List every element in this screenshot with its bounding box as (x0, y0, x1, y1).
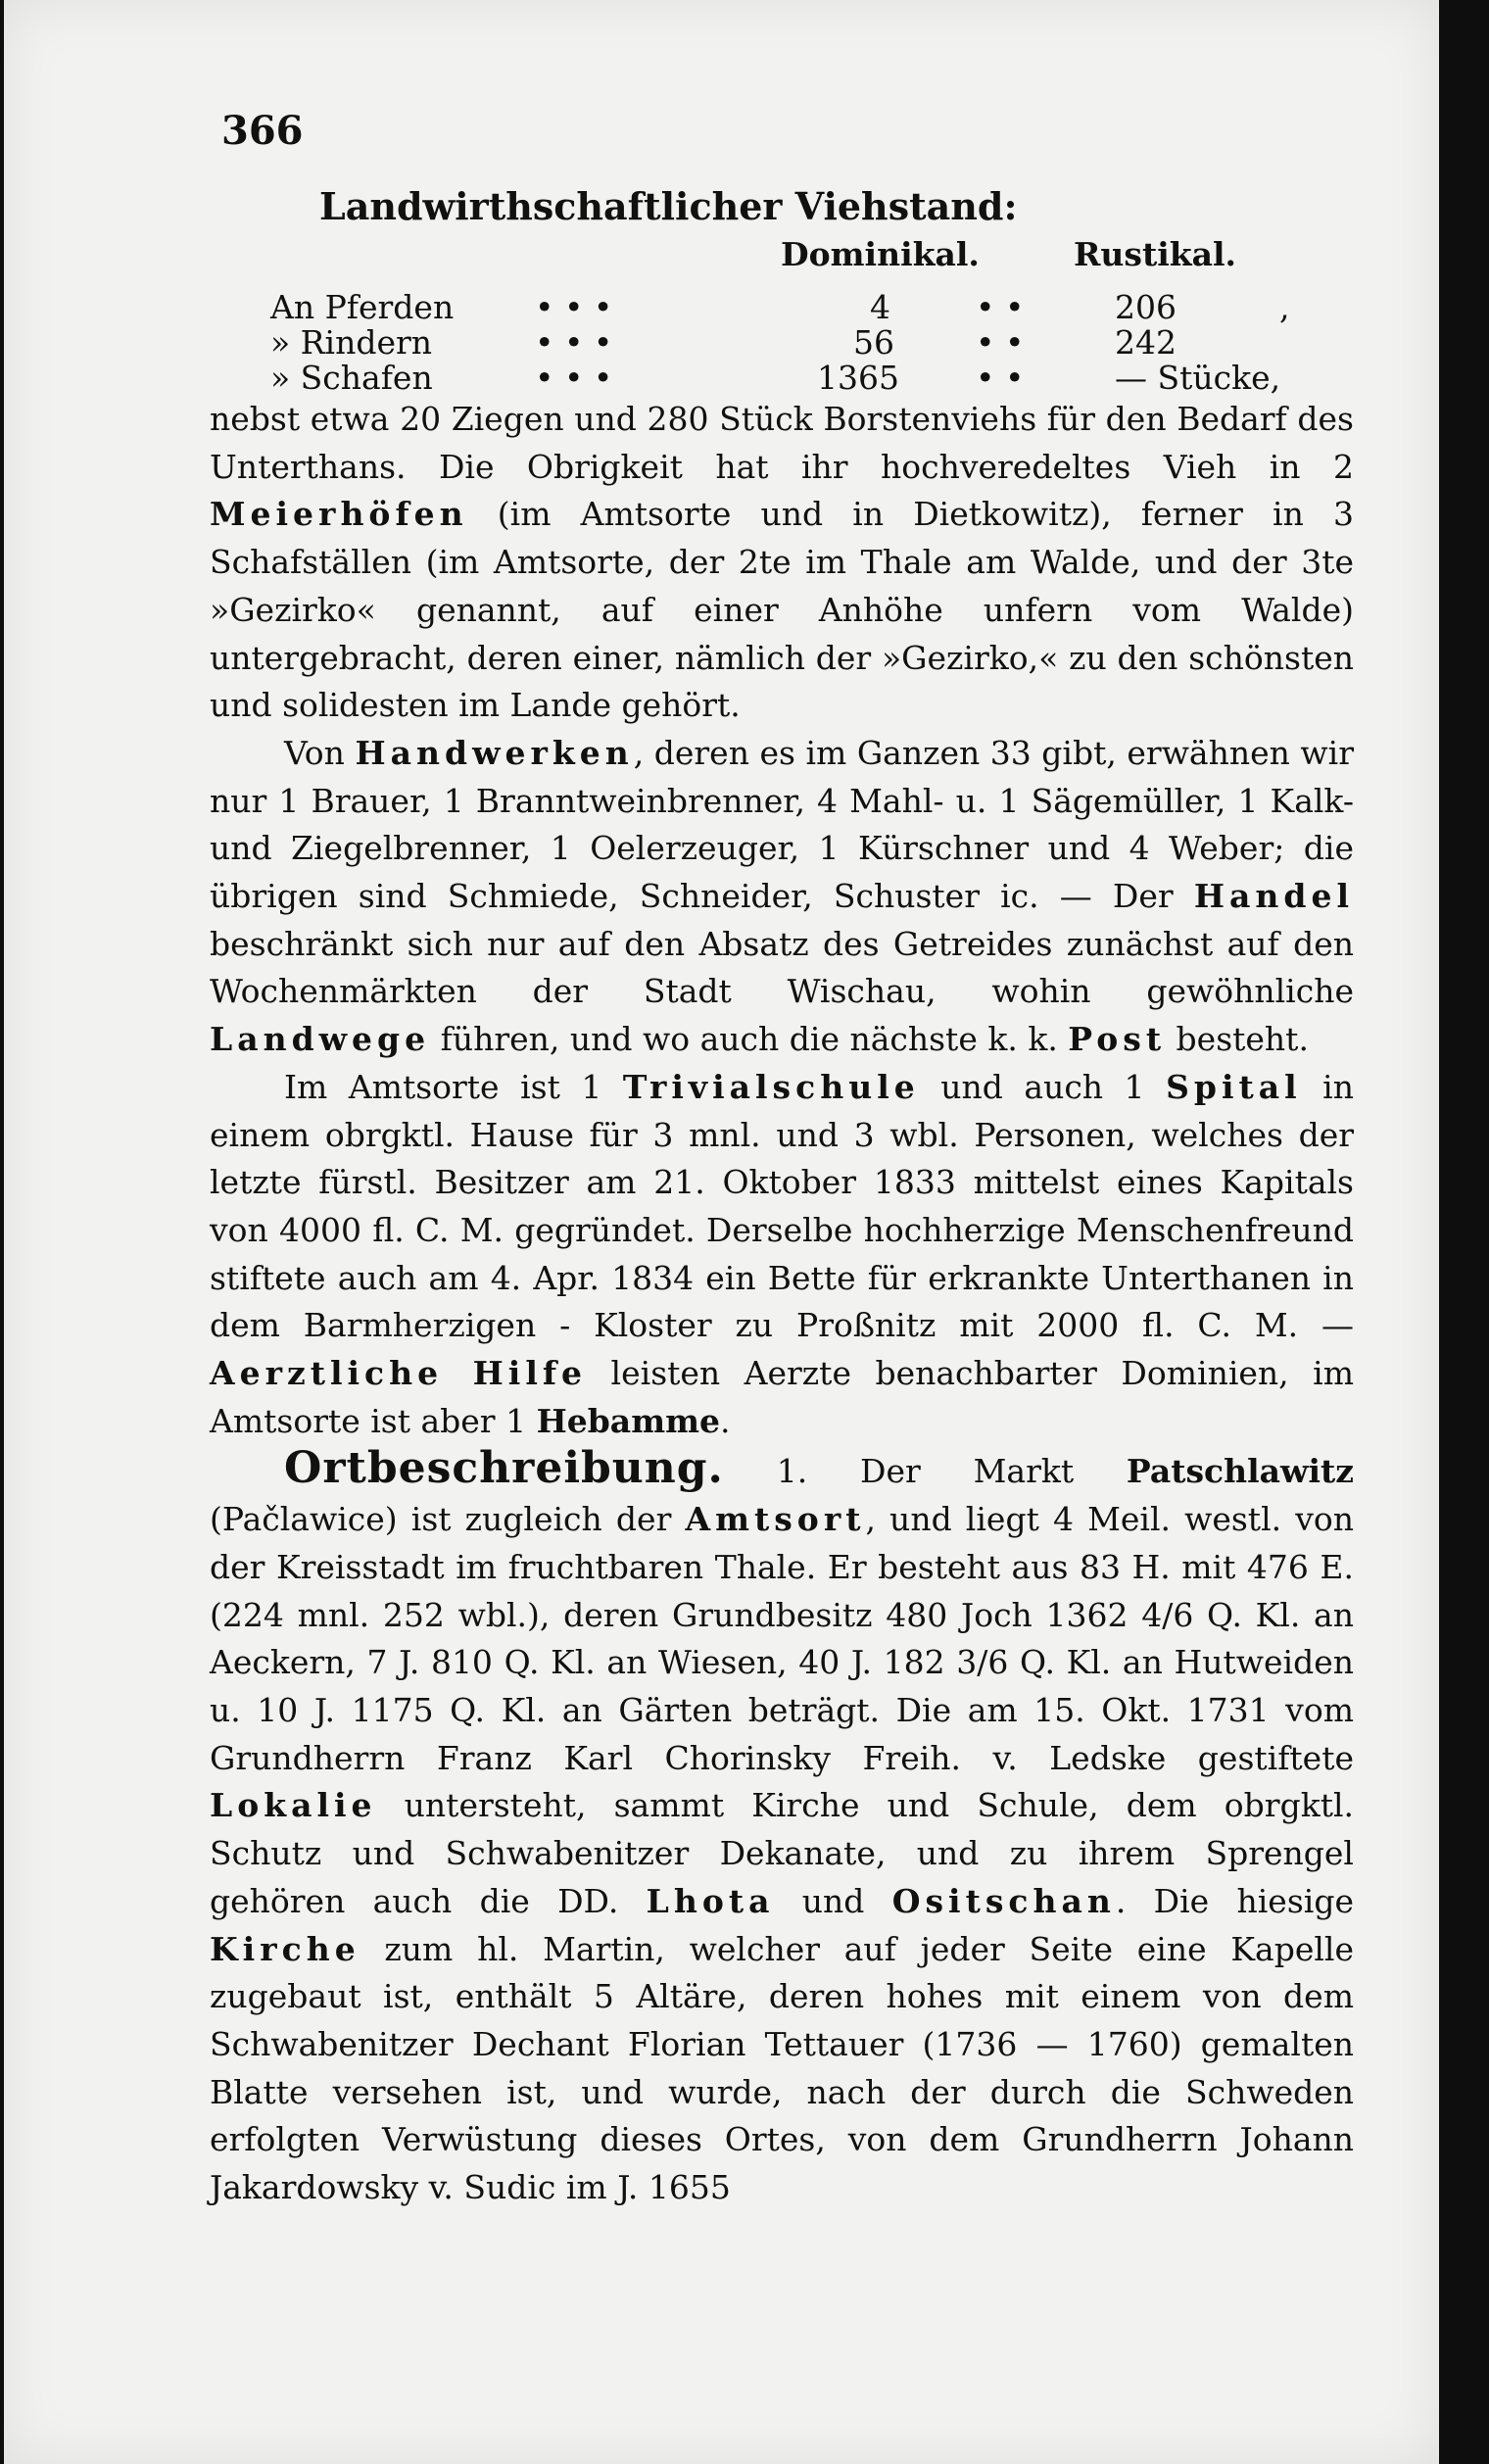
row-dominikal: 4 (870, 288, 890, 326)
row-dots: • • • (535, 288, 613, 326)
emphasis-lhota: Lhota (646, 1881, 775, 1920)
text-run: (Pačlawice) ist zugleich der (210, 1500, 686, 1539)
emphasis-ositschan: Ositschan (891, 1881, 1116, 1920)
row-dots: • • (976, 359, 1025, 397)
text-run: leisten Aerzte benachbarter Dominien, im Amtsorte ist aber 1 (210, 1354, 1354, 1440)
paragraph-ortbeschreibung (210, 1445, 1354, 2211)
row-rustikal: 206 (1115, 288, 1177, 326)
row-label: » Schafen (270, 359, 433, 397)
row-dominikal: 56 (853, 323, 894, 362)
text-run: 1. Der Markt (723, 1452, 1127, 1491)
row-dots: • • (976, 323, 1025, 362)
text-run: (im Amtsorte und in Dietkowitz), ferner in 3 Schafställen (im Amtsorte, der 2te im Thale am Walde, und der 3te »Gezirko« genannt, auf einer Anhöhe unfern vom Walde) untergebracht, deren einer, nämlich der »Gezirko,« zu den schönsten und solidesten im Lande gehört. (210, 495, 1354, 725)
emphasis-post: Post (1068, 1020, 1167, 1059)
emphasis-patschlawitz: Patschlawitz (1126, 1452, 1354, 1491)
text-run: , deren es im Ganzen 33 gibt, erwähnen wir nur 1 Brauer, 1 Branntweinbrenner, 4 Mahl- u. 1 Sägemüller, 1 Kalk- und Ziegelbrenner, 1 Oelerzeuger, 1 Kürschner und 4 Weber; die übrigen sind Schmiede, Schneider, Schuster ic. — Der (210, 733, 1354, 916)
text-run: beschränkt sich nur auf den Absatz des Getreides zunächst auf den Wochenmärkten der Stadt Wischau, wohin gewöhnliche (210, 924, 1354, 1011)
ortbeschreibung-heading: Ortbeschreibung. (284, 1443, 724, 1494)
emphasis-spital: Spital (1166, 1067, 1302, 1106)
row-dots: • • • (535, 323, 613, 362)
text-run: Von (284, 733, 356, 772)
text-run: Im Amtsorte ist 1 (284, 1067, 623, 1106)
text-run: , und liegt 4 Meil. westl. von der Kreisstadt im fruchtbaren Thale. Er besteht aus 83 H. mit 476 E. (224 mnl. 252 wbl.), deren Grundbesitz 480 Joch 1362 4/6 Q. Kl. an Aeckern, 7 J. 810 Q. Kl. an Wiesen, 40 J. 182 3/6 Q. Kl. an Hutweiden u. 10 J. 1175 Q. Kl. an Gärten beträgt. Die am 15. Okt. 1731 vom Grundherrn Franz Karl Chorinsky Freih. v. Ledske gestiftete (210, 1500, 1354, 1777)
emphasis-handel: Handel (1193, 877, 1354, 916)
text-run: und auch 1 (919, 1067, 1167, 1106)
text-run: und (774, 1881, 892, 1920)
text-run: zum hl. Martin, welcher auf jeder Seite eine Kapelle zugebaut ist, enthält 5 Altäre, deren hohes mit einem von dem Schwabenitzer Dechant Florian Tettauer (1736 — 1760) gemalten Blatte versehen ist, und wurde, nach der durch die Schweden erfolgten Verwüstung dieses Ortes, von dem Grundherrn Johann Jakardowsky v. Sudic im J. 1655 (210, 1929, 1354, 2207)
row-dots: • • (976, 288, 1025, 326)
row-tail: , (1279, 288, 1290, 326)
row-label: » Rindern (270, 323, 433, 362)
section-heading: Landwirthschaftlicher Viehstand: (319, 184, 1018, 228)
text-run: . (720, 1401, 731, 1440)
text-run: besteht. (1166, 1020, 1309, 1059)
text-run: in einem obrgktl. Hause für 3 mnl. und 3 wbl. Personen, welches der letzte fürstl. Besitzer am 21. Oktober 1833 mittelst eines Kapitals von 4000 fl. C. M. gegründet. Derselbe hochherzige Menschenfreund stiftete auch am 4. Apr. 1834 ein Bette für erkrankte Unterthanen in dem Barmherzigen - Kloster zu Proßnitz mit 2000 fl. C. M. — (210, 1067, 1354, 1345)
emphasis-hebamme: Hebamme (536, 1401, 721, 1440)
row-rustikal: — Stücke, (1115, 359, 1281, 397)
emphasis-kirche: Kirche (210, 1929, 360, 1968)
emphasis-handwerken: Handwerken (355, 733, 634, 772)
row-dots: • • • (535, 359, 613, 397)
book-page (4, 0, 1439, 2464)
text-run: untersteht, sammt Kirche und Schule, dem obrgktl. Schutz und Schwabenitzer Dekanate, und zu ihrem Sprengel gehören auch die DD. (210, 1786, 1354, 1920)
paragraph-crafts (210, 730, 1354, 1064)
text-run: führen, und wo auch die nächste k. k. (430, 1020, 1069, 1059)
page-number: 366 (221, 108, 304, 154)
emphasis-landwege: Landwege (210, 1020, 431, 1059)
emphasis-trivialschule: Trivialschule (622, 1067, 920, 1106)
paragraph-livestock (210, 396, 1354, 730)
paragraph-school-hospital (210, 1064, 1354, 1446)
text-run: . Die hiesige (1115, 1881, 1354, 1920)
row-label: An Pferden (270, 288, 455, 326)
emphasis-meierhoefen: Meierhöfen (210, 495, 468, 534)
emphasis-aerztliche-hilfe: Aerztliche Hilfe (210, 1354, 588, 1393)
table-header-dominikal: Dominikal. (781, 235, 980, 273)
emphasis-amtsort: Amtsort (685, 1500, 866, 1539)
table-header-rustikal: Rustikal. (1074, 235, 1237, 273)
body-text (210, 396, 1354, 2212)
text-run: nebst etwa 20 Ziegen und 280 Stück Borstenviehs für den Bedarf des Unterthans. Die Obrigkeit hat ihr hochveredeltes Vieh in 2 (210, 400, 1354, 486)
row-dominikal: 1365 (817, 359, 899, 397)
emphasis-lokalie: Lokalie (210, 1786, 377, 1825)
row-rustikal: 242 (1115, 323, 1177, 362)
